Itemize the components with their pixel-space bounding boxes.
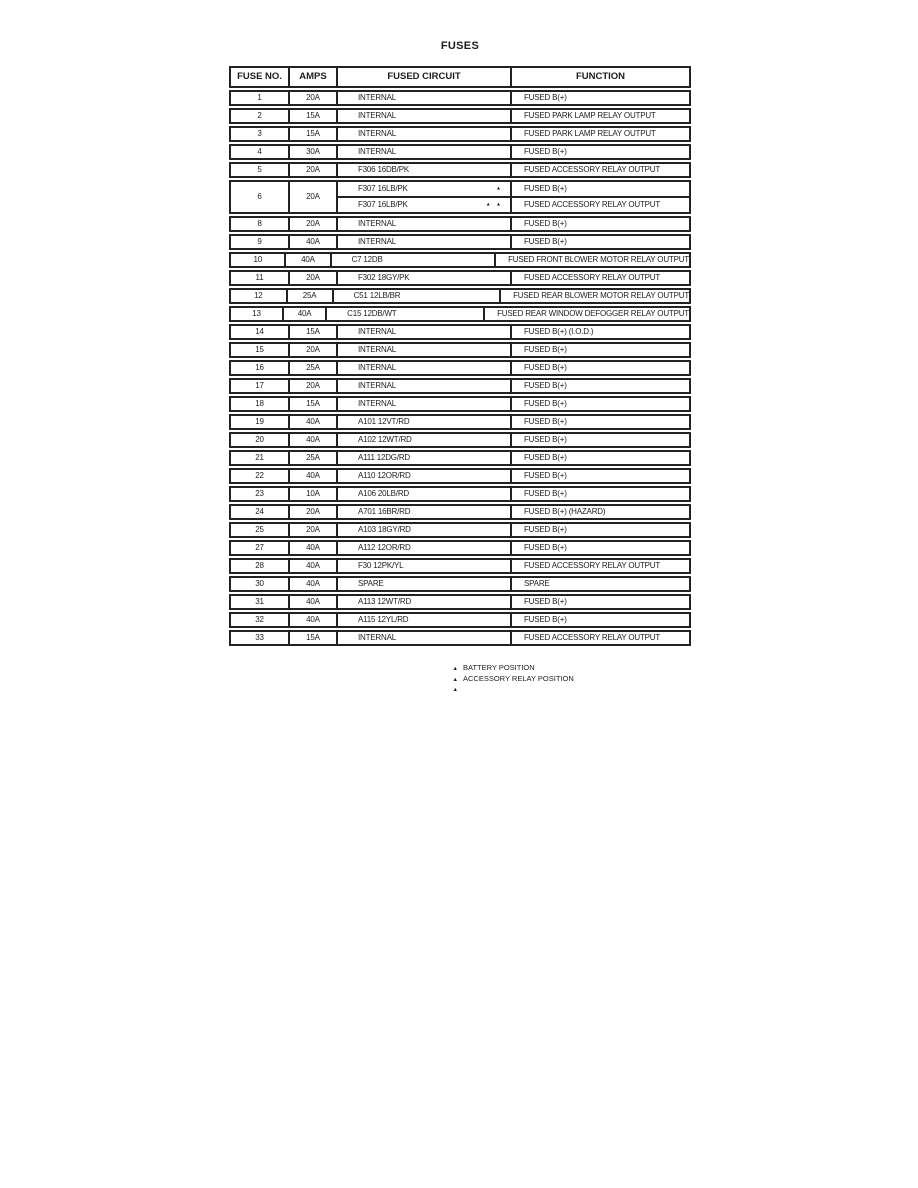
function-cell: FUSED B(+)	[524, 543, 567, 552]
table-row	[229, 540, 691, 556]
function-cell: FUSED B(+)	[524, 219, 567, 228]
function-cell: FUSED ACCESSORY RELAY OUTPUT	[524, 165, 661, 174]
circuit-cell: F306 16DB/PK	[338, 164, 512, 176]
footnotes	[444, 663, 574, 695]
fuse-no-cell: 19	[231, 416, 290, 428]
footnote-text: BATTERY POSITION	[463, 663, 535, 672]
circuit-cell: F302 18GY/PK	[338, 272, 512, 284]
amps-cell: 15A	[290, 632, 338, 644]
amps-cell: 40A	[286, 254, 331, 266]
function-cell: FUSED B(+)	[524, 453, 567, 462]
fuse-no-cell: 18	[231, 398, 290, 410]
table-row	[229, 594, 691, 610]
amps-cell: 20A	[290, 380, 338, 392]
amps-cell: 15A	[290, 128, 338, 140]
function-cell: FUSED B(+)	[524, 615, 567, 624]
table-row	[229, 396, 691, 412]
table-sub-row	[338, 198, 689, 212]
function-cell: FUSED B(+)	[524, 435, 567, 444]
table-row	[229, 504, 691, 520]
circuit-cell: INTERNAL	[338, 236, 512, 248]
table-row	[229, 414, 691, 430]
circuit-cell: C51 12LB/BR	[334, 290, 501, 302]
fuse-no-cell: 27	[231, 542, 290, 554]
function-cell: FUSED B(+)	[524, 597, 567, 606]
circuit-label: F307 16LB/PK	[358, 184, 408, 193]
fuse-no-cell: 28	[231, 560, 290, 572]
amps-cell: 25A	[290, 362, 338, 374]
fuse-no-cell: 20	[231, 434, 290, 446]
table-row	[229, 432, 691, 448]
column-header-fuse-no: FUSE NO.	[231, 68, 290, 86]
circuit-cell: A701 16BR/RD	[338, 506, 512, 518]
fuse-no-cell: 16	[231, 362, 290, 374]
fuse-table	[229, 66, 691, 646]
amps-cell: 40A	[290, 542, 338, 554]
function-cell: FUSED B(+)	[524, 525, 567, 534]
amps-cell: 20A	[290, 218, 338, 230]
table-sub-row	[338, 182, 689, 198]
table-row	[229, 216, 691, 232]
function-cell: FUSED B(+) (HAZARD)	[524, 507, 606, 516]
circuit-cell: INTERNAL	[338, 362, 512, 374]
table-row	[229, 90, 691, 106]
circuit-cell: INTERNAL	[338, 110, 512, 122]
table-row	[229, 324, 691, 340]
table-row	[229, 360, 691, 376]
fuse-no-cell: 30	[231, 578, 290, 590]
amps-cell: 20A	[290, 182, 338, 212]
function-cell: FUSED FRONT BLOWER MOTOR RELAY OUTPUT	[508, 255, 689, 264]
circuit-cell: INTERNAL	[338, 218, 512, 230]
amps-cell: 40A	[290, 614, 338, 626]
circuit-cell: A112 12OR/RD	[338, 542, 512, 554]
fuse-no-cell: 23	[231, 488, 290, 500]
table-row	[229, 630, 691, 646]
table-row	[229, 144, 691, 160]
footnote-text: ACCESSORY RELAY POSITION	[463, 674, 574, 683]
circuit-cell: INTERNAL	[338, 398, 512, 410]
amps-cell: 20A	[290, 506, 338, 518]
circuit-cell: A110 12OR/RD	[338, 470, 512, 482]
function-cell: SPARE	[524, 579, 550, 588]
function-cell: FUSED REAR BLOWER MOTOR RELAY OUTPUT	[513, 291, 690, 300]
table-row	[229, 576, 691, 592]
fuse-no-cell: 25	[231, 524, 290, 536]
table-row	[229, 306, 691, 322]
amps-cell: 40A	[290, 236, 338, 248]
circuit-cell: A103 18GY/RD	[338, 524, 512, 536]
table-row	[229, 468, 691, 484]
amps-cell: 10A	[290, 488, 338, 500]
function-cell: FUSED B(+) (I.O.D.)	[524, 327, 594, 336]
function-cell: FUSED PARK LAMP RELAY OUTPUT	[524, 129, 656, 138]
function-cell: FUSED B(+)	[524, 381, 567, 390]
table-row	[229, 234, 691, 250]
circuit-cell: A102 12WT/RD	[338, 434, 512, 446]
table-row	[229, 288, 691, 304]
fuse-no-cell: 1	[231, 92, 290, 104]
circuit-cell: F30 12PK/YL	[338, 560, 512, 572]
amps-cell: 40A	[290, 416, 338, 428]
fuse-no-cell: 9	[231, 236, 290, 248]
fuse-no-cell: 12	[231, 290, 288, 302]
circuit-cell: A111 12DG/RD	[338, 452, 512, 464]
function-cell: FUSED ACCESSORY RELAY OUTPUT	[524, 561, 661, 570]
fuse-no-cell: 4	[231, 146, 290, 158]
circuit-cell: INTERNAL	[338, 380, 512, 392]
function-cell: FUSED B(+)	[524, 184, 567, 193]
amps-cell: 20A	[290, 272, 338, 284]
fuse-no-cell: 21	[231, 452, 290, 464]
circuit-cell: A115 12YL/RD	[338, 614, 512, 626]
function-cell: FUSED B(+)	[524, 363, 567, 372]
circuit-cell	[338, 198, 512, 212]
fuse-no-cell: 24	[231, 506, 290, 518]
table-row	[229, 252, 691, 268]
column-header-function: FUNCTION	[575, 71, 626, 83]
fuse-no-cell: 14	[231, 326, 290, 338]
fuse-no-cell: 32	[231, 614, 290, 626]
fuse-no-cell: 3	[231, 128, 290, 140]
function-cell: FUSED B(+)	[524, 345, 567, 354]
function-cell: FUSED B(+)	[524, 147, 567, 156]
fuse-no-cell: 8	[231, 218, 290, 230]
table-row	[229, 342, 691, 358]
circuit-cell: INTERNAL	[338, 92, 512, 104]
position-marker-icon: ▲ ▲	[485, 201, 503, 208]
table-row	[229, 558, 691, 574]
fuse-no-cell: 17	[231, 380, 290, 392]
sub-rows-wrap	[338, 182, 689, 212]
table-row	[229, 162, 691, 178]
amps-cell: 40A	[284, 308, 327, 320]
position-marker-icon: ▲	[496, 185, 503, 192]
fuse-no-cell: 11	[231, 272, 290, 284]
amps-cell: 25A	[290, 452, 338, 464]
function-cell: FUSED PARK LAMP RELAY OUTPUT	[524, 111, 656, 120]
circuit-cell: INTERNAL	[338, 128, 512, 140]
function-cell: FUSED B(+)	[524, 237, 567, 246]
function-cell: FUSED REAR WINDOW DEFOGGER RELAY OUTPUT	[497, 309, 689, 318]
circuit-cell: C15 12DB/WT	[327, 308, 485, 320]
fuse-no-cell: 31	[231, 596, 290, 608]
circuit-cell: SPARE	[338, 578, 512, 590]
amps-cell: 30A	[290, 146, 338, 158]
page-title: FUSES	[440, 40, 480, 52]
function-cell: FUSED ACCESSORY RELAY OUTPUT	[524, 200, 661, 209]
circuit-cell: INTERNAL	[338, 632, 512, 644]
circuit-cell: A106 20LB/RD	[338, 488, 512, 500]
table-row	[229, 126, 691, 142]
column-header-fused-circuit: FUSED CIRCUIT	[338, 68, 512, 86]
circuit-cell: A101 12VT/RD	[338, 416, 512, 428]
amps-cell: 40A	[290, 560, 338, 572]
table-row	[229, 180, 691, 214]
function-cell: FUSED B(+)	[524, 417, 567, 426]
amps-cell: 40A	[290, 578, 338, 590]
fuse-no-cell: 6	[231, 182, 290, 212]
fuse-no-cell: 2	[231, 110, 290, 122]
amps-cell: 20A	[290, 92, 338, 104]
amps-cell: 20A	[290, 164, 338, 176]
amps-cell: 40A	[290, 470, 338, 482]
function-cell: FUSED B(+)	[524, 471, 567, 480]
table-row	[229, 612, 691, 628]
fuse-no-cell: 15	[231, 344, 290, 356]
footnote-line	[444, 674, 574, 695]
table-row	[229, 450, 691, 466]
amps-cell: 20A	[290, 524, 338, 536]
function-cell: FUSED ACCESSORY RELAY OUTPUT	[524, 273, 661, 282]
fuse-no-cell: 10	[231, 254, 286, 266]
table-row	[229, 378, 691, 394]
footnote-line	[444, 663, 574, 674]
amps-cell: 25A	[288, 290, 334, 302]
fuse-no-cell: 13	[231, 308, 284, 320]
table-row	[229, 270, 691, 286]
table-row	[229, 486, 691, 502]
circuit-cell: INTERNAL	[338, 146, 512, 158]
amps-cell: 15A	[290, 326, 338, 338]
function-cell: FUSED ACCESSORY RELAY OUTPUT	[524, 633, 661, 642]
circuit-label: F307 16LB/PK	[358, 200, 408, 209]
fuse-no-cell: 33	[231, 632, 290, 644]
table-row	[229, 522, 691, 538]
function-cell: FUSED B(+)	[524, 399, 567, 408]
table-header-row	[229, 66, 691, 88]
function-cell: FUSED B(+)	[524, 93, 567, 102]
footnote-marker-icon: ▲ ▲	[452, 677, 460, 693]
circuit-cell: A113 12WT/RD	[338, 596, 512, 608]
fuse-no-cell: 5	[231, 164, 290, 176]
circuit-cell: INTERNAL	[338, 344, 512, 356]
function-cell: FUSED B(+)	[524, 489, 567, 498]
amps-cell: 40A	[290, 596, 338, 608]
circuit-cell: INTERNAL	[338, 326, 512, 338]
amps-cell: 20A	[290, 344, 338, 356]
amps-cell: 15A	[290, 110, 338, 122]
column-header-amps: AMPS	[290, 68, 338, 86]
circuit-cell	[338, 182, 512, 196]
circuit-cell: C7 12DB	[332, 254, 497, 266]
fuse-no-cell: 22	[231, 470, 290, 482]
table-row	[229, 108, 691, 124]
amps-cell: 15A	[290, 398, 338, 410]
amps-cell: 40A	[290, 434, 338, 446]
footnote-marker-icon: ▲	[452, 666, 460, 672]
